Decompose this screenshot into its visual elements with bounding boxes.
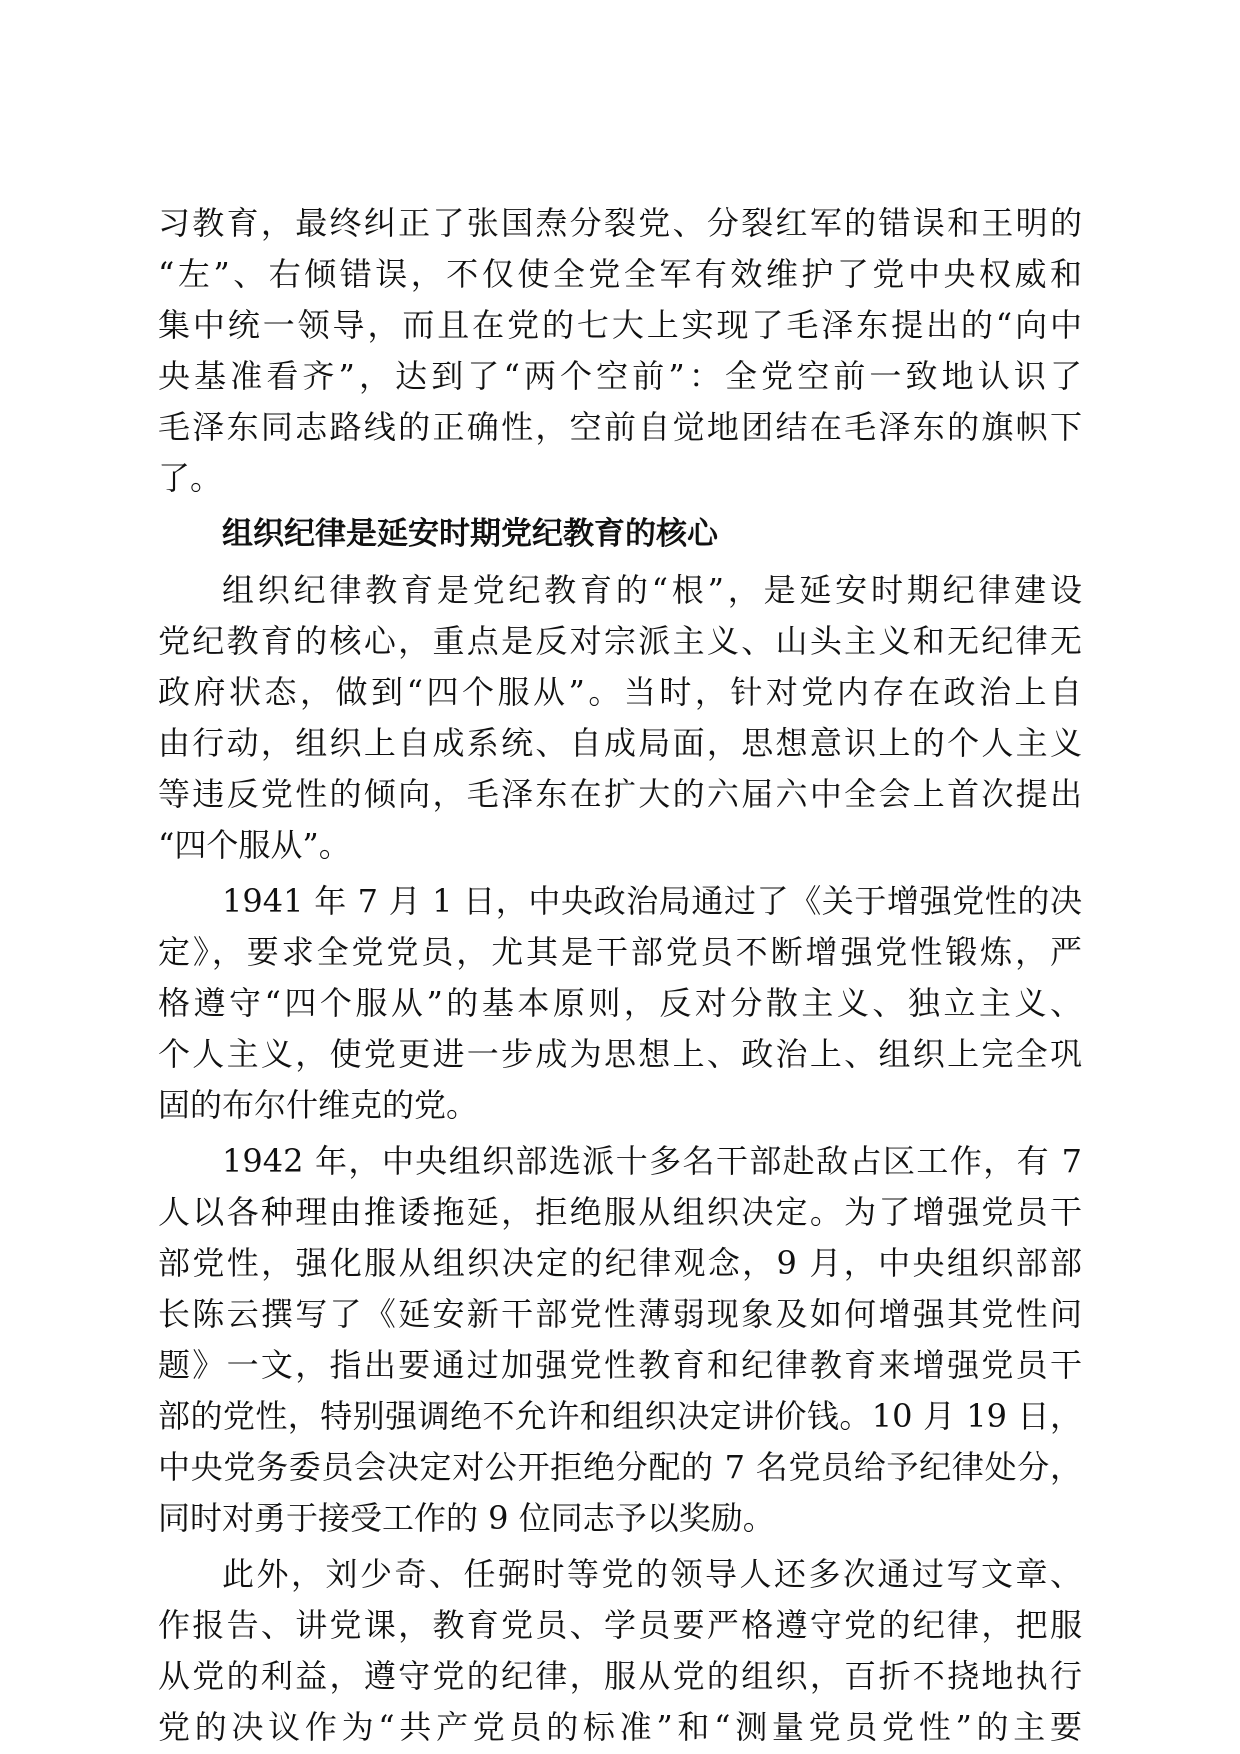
text-line: 1941 年 7 月 1 日，中央政治局通过了《关于增强党性的决 (222, 882, 1082, 920)
text-line: 央基准看齐”，达到了“两个空前”：全党空前一致地认识了 (158, 357, 1082, 395)
text-line: 题》一文，指出要通过加强党性教育和纪律教育来增强党员干 (158, 1346, 1082, 1384)
text-line: 等违反党性的倾向，毛泽东在扩大的六届六中全会上首次提出 (158, 775, 1082, 813)
text-line: 作报告、讲党课，教育党员、学员要严格遵守党的纪律，把服 (158, 1606, 1082, 1644)
text-line: 党纪教育的核心，重点是反对宗派主义、山头主义和无纪律无 (158, 622, 1082, 660)
text-line: 部的党性，特别强调绝不允许和组织决定讲价钱。10 月 19 日， (158, 1397, 1082, 1435)
text-line: 党的决议作为“共产党员的标准”和“测量党员党性”的主要 (158, 1708, 1082, 1746)
text-line: 个人主义，使党更进一步成为思想上、政治上、组织上完全巩 (158, 1035, 1082, 1073)
text-line: 1942 年，中央组织部选派十多名干部赴敌占区工作，有 7 (222, 1142, 1082, 1180)
text-line: 政府状态，做到“四个服从”。当时，针对党内存在政治上自 (158, 673, 1082, 711)
text-line: 习教育，最终纠正了张国焘分裂党、分裂红军的错误和王明的 (158, 204, 1082, 242)
text-line: 由行动，组织上自成系统、自成局面，思想意识上的个人主义 (158, 724, 1082, 762)
text-line: 毛泽东同志路线的正确性，空前自觉地团结在毛泽东的旗帜下 (158, 408, 1082, 446)
text-line: 格遵守“四个服从”的基本原则，反对分散主义、独立主义、 (158, 984, 1082, 1022)
text-line: “四个服从”。 (158, 826, 351, 864)
paragraph-1 (158, 198, 1082, 504)
text-line: 集中统一领导，而且在党的七大上实现了毛泽东提出的“向中 (158, 306, 1082, 344)
paragraph-5 (158, 1549, 1082, 1753)
text-line: 固的布尔什维克的党。 (158, 1086, 479, 1124)
paragraph-2 (158, 565, 1082, 871)
text-line: 人以各种理由推诿拖延，拒绝服从组织决定。为了增强党员干 (158, 1193, 1082, 1231)
text-line: 从党的利益，遵守党的纪律，服从党的组织，百折不挠地执行 (158, 1657, 1082, 1695)
paragraph-3 (158, 876, 1082, 1131)
text-line: “左”、右倾错误，不仅使全党全军有效维护了党中央权威和 (158, 255, 1082, 293)
text-line: 了。 (158, 459, 223, 497)
text-line: 长陈云撰写了《延安新干部党性薄弱现象及如何增强其党性问 (158, 1295, 1082, 1333)
paragraph-4 (158, 1136, 1082, 1544)
text-line: 同时对勇于接受工作的 9 位同志予以奖励。 (158, 1499, 775, 1537)
text-line: 组织纪律教育是党纪教育的“根”，是延安时期纪律建设 (222, 571, 1082, 609)
text-line: 定》，要求全党党员，尤其是干部党员不断增强党性锻炼，严 (158, 933, 1082, 971)
document-page (158, 198, 1082, 1753)
text-line: 此外，刘少奇、任弼时等党的领导人还多次通过写文章、 (222, 1555, 1082, 1593)
text-line: 部党性，强化服从组织决定的纪律观念，9 月，中央组织部部 (158, 1244, 1082, 1282)
section-heading: 组织纪律是延安时期党纪教育的核心 (222, 516, 718, 552)
text-line: 中央党务委员会决定对公开拒绝分配的 7 名党员给予纪律处分， (158, 1448, 1082, 1486)
